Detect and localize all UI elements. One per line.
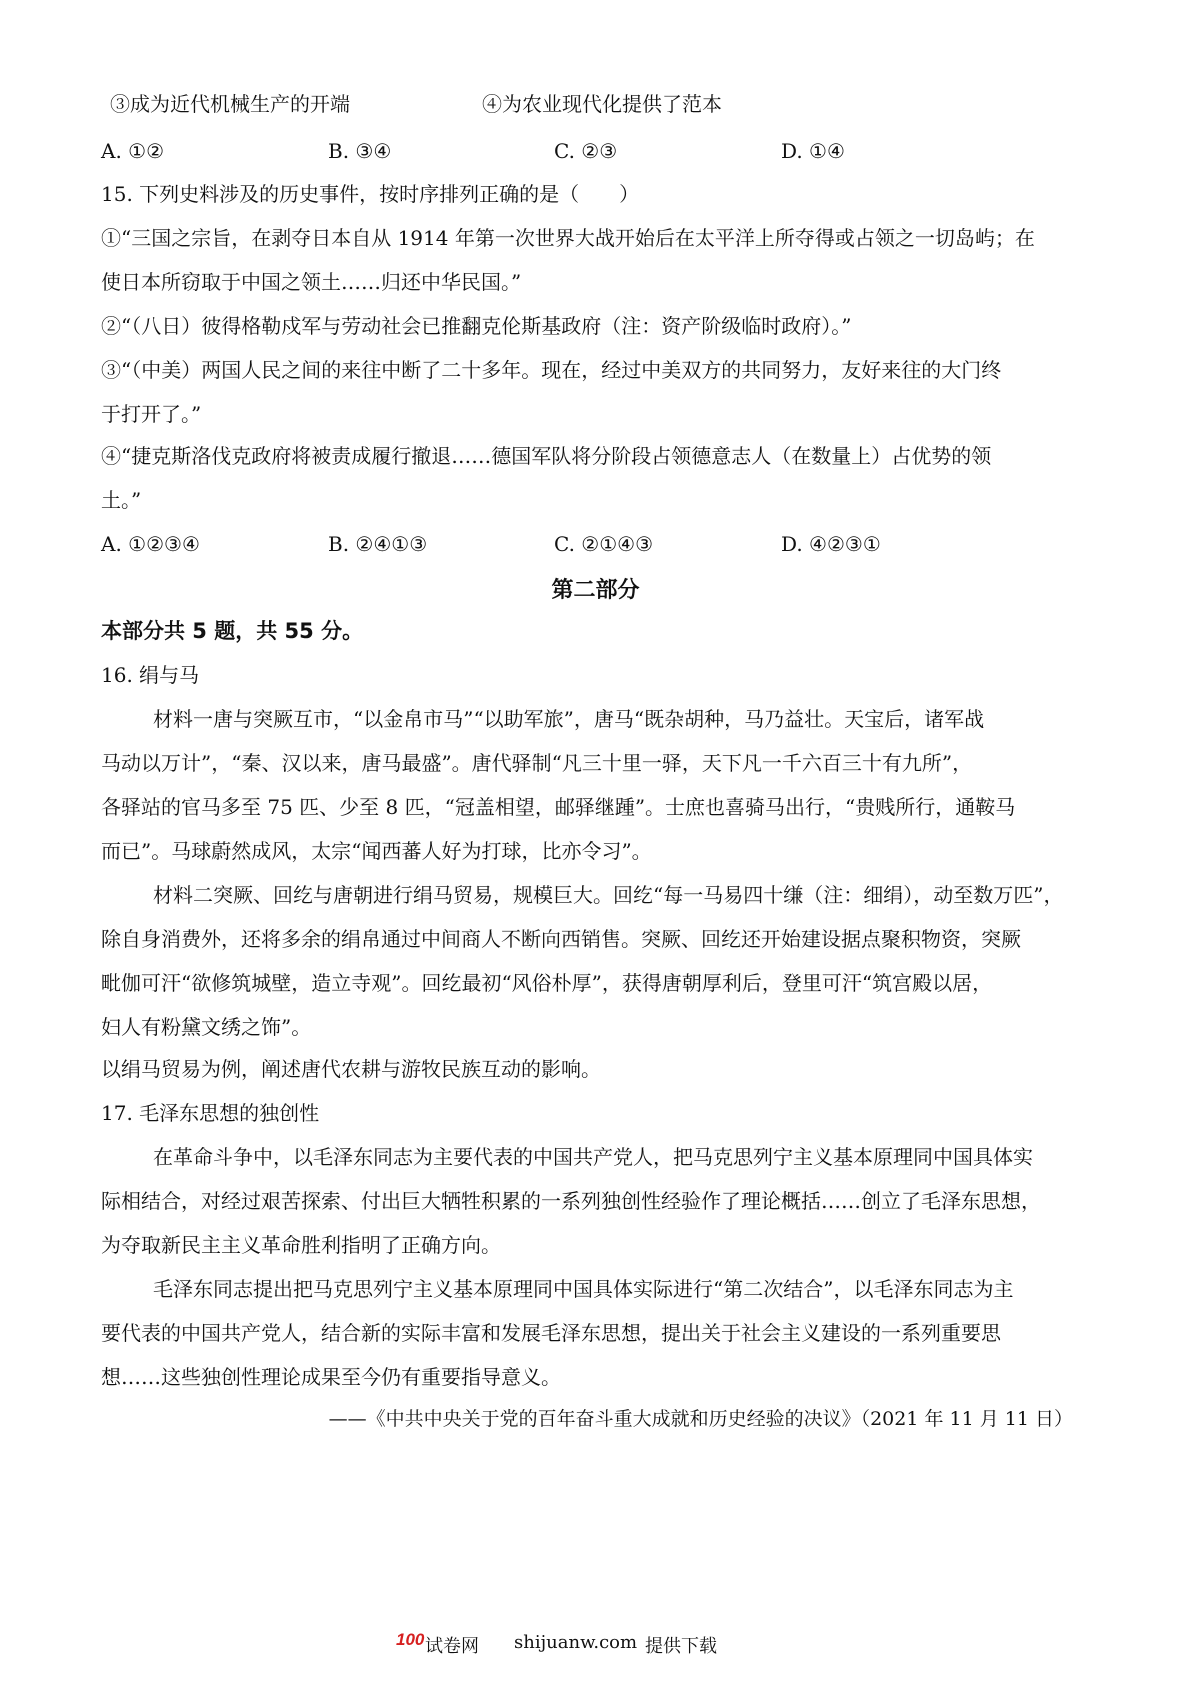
footer [0,1632,1191,1662]
q15-item-3-line-2: 于打开了。” [101,402,202,426]
q16-material-2-line-3: 毗伽可汗“欲修筑城壁，造立寺观”。回纥最初“风俗朴厚”，获得唐朝厚利后，登里可汗“筑宫殿以居， [101,971,993,995]
q15-option-b: B. ②④①③ [328,532,428,556]
q16-material-1-line-2: 马动以万计”，“秦、汉以来，唐马最盛”。唐代驿制“凡三十里一驿，天下凡一千六百三十有九所”， [101,751,973,775]
q14-option-d: D. ①④ [781,139,845,163]
q15-option-d: D. ④②③① [781,532,881,556]
q14-option-b: B. ③④ [328,139,392,163]
q17-paragraph-1-line-2: 际相结合，对经过艰苦探索、付出巨大牺牲积累的一系列独创性经验作了理论概括……创立了毛泽东思想， [101,1189,1041,1213]
q16-material-2-line-2: 除自身消费外，还将多余的绢帛通过中间商人不断向西销售。突厥、回纥还开始建设据点聚积物资，突厥 [101,927,1021,951]
q14-option-c: C. ②③ [554,139,618,163]
q15-item-2: ②“（八日）彼得格勒戍军与劳动社会已推翻克伦斯基政府（注：资产阶级临时政府）。” [101,314,852,338]
q15-item-1-line-2: 使日本所窃取于中国之领土……归还中华民国。” [101,270,522,294]
q16-title: 16. 绢与马 [101,663,200,687]
q15-stem: 15. 下列史料涉及的历史事件，按时序排列正确的是（ ） [101,182,640,206]
q17-title: 17. 毛泽东思想的独创性 [101,1101,320,1125]
q14-statement-3: ③成为近代机械生产的开端 [110,92,350,116]
q16-material-2-line-4: 妇人有粉黛文绣之饰”。 [101,1015,312,1039]
q15-option-a: A. ①②③④ [101,532,200,556]
q16-material-1-line-4: 而已”。马球蔚然成风，太宗“闻西蕃人好为打球，比亦令习”。 [101,839,652,863]
q17-paragraph-1-line-3: 为夺取新民主主义革命胜利指明了正确方向。 [101,1233,501,1257]
footer-note: 提供下载 [645,1636,717,1657]
footer-domain[interactable]: shijuanw.com [514,1632,638,1653]
q17-paragraph-1-line-1: 在革命斗争中，以毛泽东同志为主要代表的中国共产党人，把马克思列宁主义基本原理同中国具体实 [153,1145,1033,1169]
q17-paragraph-2-line-1: 毛泽东同志提出把马克思列宁主义基本原理同中国具体实际进行“第二次结合”，以毛泽东同志为主 [153,1277,1014,1301]
q16-material-1-line-3: 各驿站的官马多至 75 匹、少至 8 匹，“冠盖相望，邮驿继踵”。士庶也喜骑马出行，“贵贱所行，通鞍马 [101,795,1016,819]
q16-material-1-line-1: 材料一唐与突厥互市，“以金帛市马”“以助军旅”，唐马“既杂胡种，马乃益壮。天宝后，诸军战 [153,707,985,731]
q14-statement-4: ④为农业现代化提供了范本 [482,92,722,116]
q16-question: 以绢马贸易为例，阐述唐代农耕与游牧民族互动的影响。 [101,1057,601,1081]
part-2-title: 第二部分 [551,578,640,603]
q15-item-4-line-1: ④“捷克斯洛伐克政府将被责成履行撤退……德国军队将分阶段占领德意志人（在数量上）占优势的领 [101,444,992,468]
q14-option-a: A. ①② [101,139,165,163]
part-2-intro: 本部分共 5 题，共 55 分。 [101,619,364,643]
q15-item-3-line-1: ③“（中美）两国人民之间的来往中断了二十多年。现在，经过中美双方的共同努力，友好来往的大门终 [101,358,1002,382]
q17-source-citation: ——《中共中央关于党的百年奋斗重大成就和历史经验的决议》（2021 年 11 月 11 日） [328,1408,1073,1430]
q17-paragraph-2-line-3: 想……这些独创性理论成果至今仍有重要指导意义。 [101,1365,561,1389]
q15-item-4-line-2: 土。” [101,488,142,512]
q17-paragraph-2-line-2: 要代表的中国共产党人，结合新的实际丰富和发展毛泽东思想，提出关于社会主义建设的一系列重要思 [101,1321,1001,1345]
q16-material-2-line-1: 材料二突厥、回纥与唐朝进行绢马贸易，规模巨大。回纥“每一马易四十缣（注：细绢），动至数万匹”， [153,883,1064,907]
footer-site-name: 试卷网 [425,1636,479,1657]
site-logo-icon: 100 [396,1630,425,1649]
q15-item-1-line-1: ①“三国之宗旨，在剥夺日本自从 1914 年第一次世界大战开始后在太平洋上所夺得或占领之一切岛屿；在 [101,226,1035,250]
q15-option-c: C. ②①④③ [554,532,654,556]
